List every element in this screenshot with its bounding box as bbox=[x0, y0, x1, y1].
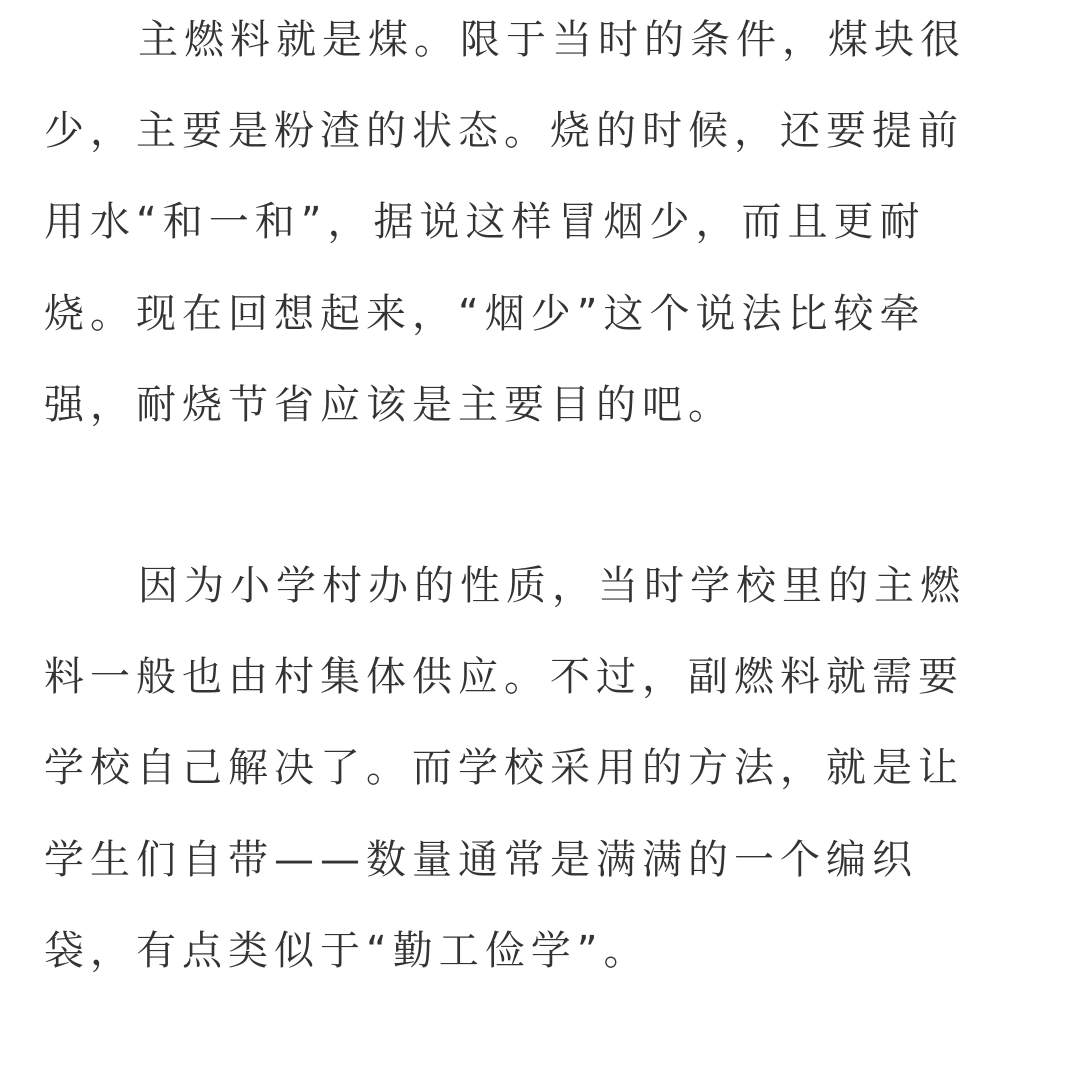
paragraph-line: 学生们自带——数量通常是满满的一个编织 bbox=[44, 837, 918, 883]
paragraph-line: 强，耐烧节省应该是主要目的吧。 bbox=[44, 382, 734, 428]
paragraph-line: 料一般也由村集体供应。不过，副燃料就需要 bbox=[44, 654, 964, 700]
paragraph-line: 少，主要是粉渣的状态。烧的时候，还要提前 bbox=[44, 108, 964, 154]
paragraph-line: 烧。现在回想起来，“烟少”这个说法比较牵 bbox=[44, 291, 926, 337]
paragraph-line: 用水“和一和”，据说这样冒烟少，而且更耐 bbox=[44, 199, 926, 245]
paragraph-line: 因为小学村办的性质，当时学校里的主燃 bbox=[138, 563, 966, 609]
paragraph-line: 学校自己解决了。而学校采用的方法，就是让 bbox=[44, 745, 964, 791]
paragraph-line: 主燃料就是煤。限于当时的条件，煤块很 bbox=[138, 17, 966, 63]
paragraph-line: 袋，有点类似于“勤工俭学”。 bbox=[44, 928, 650, 974]
